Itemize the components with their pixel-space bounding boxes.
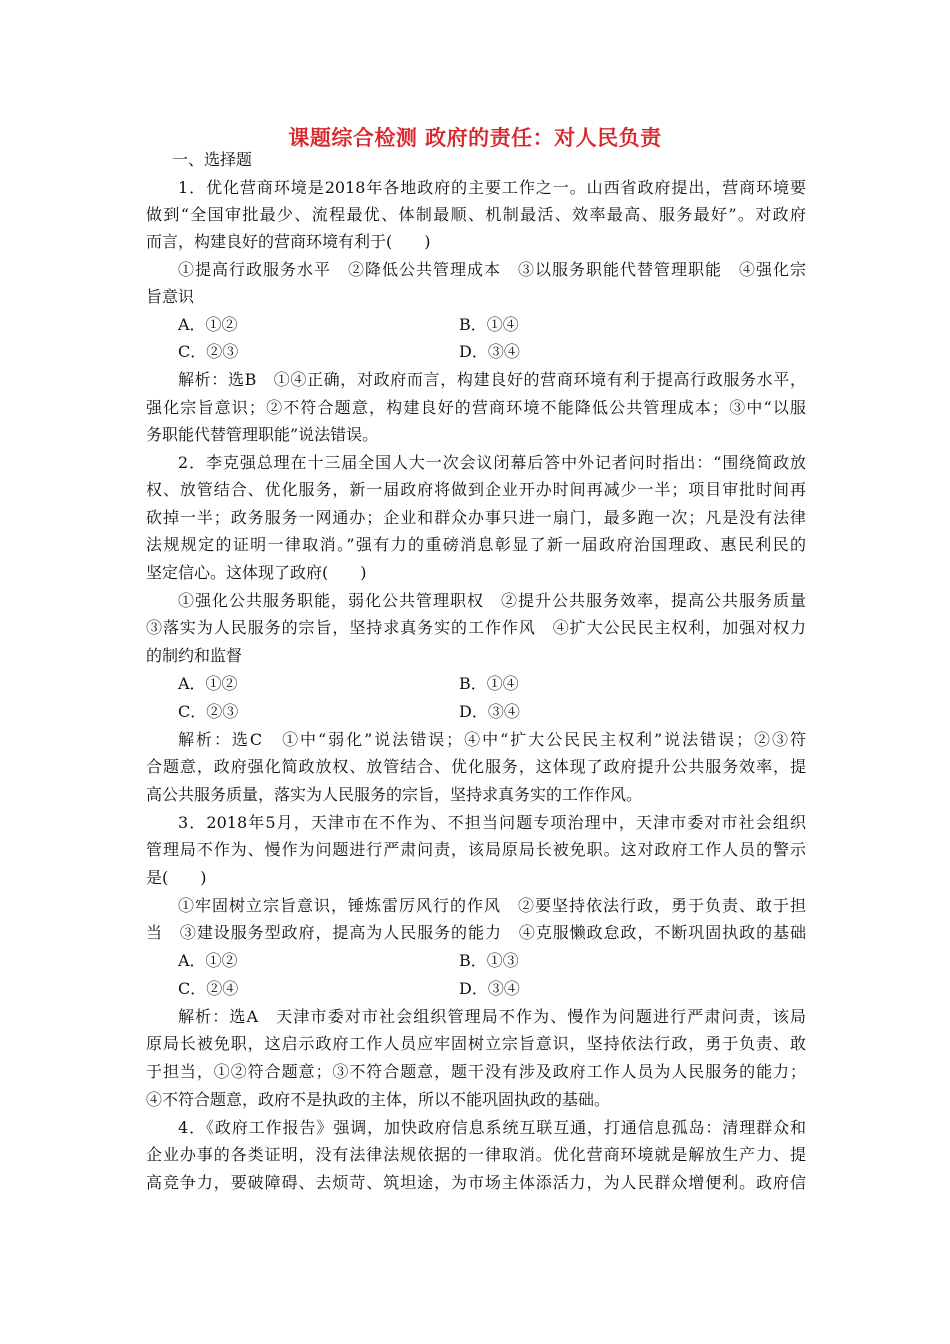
q3-option-d: D．③④ — [459, 979, 520, 998]
q2-stem-line: 坚定信心。这体现了政府( ) — [146, 563, 367, 582]
q2-analysis-line: 合题意，政府强化简政放权、放管结合、优化服务，这体现了政府提升公共服务效率，提 — [146, 757, 806, 776]
q3-analysis-line: 于担当，①②符合题意；③不符合题意，题干没有涉及政府工作人员为人民服务的能力； — [146, 1062, 806, 1081]
q2-stem-line: 2．李克强总理在十三届全国人大一次会议闭幕后答中外记者问时指出：“围绕简政放 — [178, 453, 806, 472]
q3-option-a: A．①② — [178, 951, 238, 970]
q1-analysis-line: 强化宗旨意识；②不符合题意，构建良好的营商环境不能降低公共管理成本；③中“以服 — [146, 398, 806, 417]
q3-option-b: B．①③ — [459, 951, 519, 970]
q1-analysis-line: 务职能代替管理职能”说法错误。 — [146, 425, 379, 444]
q2-option-a: A．①② — [178, 674, 238, 693]
q4-stem-line: 企业办事的各类证明，没有法律法规依据的一律取消。优化营商环境就是解放生产力、提 — [146, 1145, 806, 1164]
q2-option-c: C．②③ — [178, 702, 239, 721]
q2-stem-line: 法规规定的证明一律取消。”强有力的重磅消息彰显了新一届政府治国理政、惠民利民的 — [146, 535, 806, 554]
q2-option-b: B．①④ — [459, 674, 519, 693]
q1-stem-line: 1．优化营商环境是2018年各地政府的主要工作之一。山西省政府提出，营商环境要 — [178, 178, 806, 197]
q3-option-c: C．②④ — [178, 979, 239, 998]
q3-analysis-line: 原局长被免职，这启示政府工作人员应牢固树立宗旨意识，坚持依法行政，勇于负责、敢 — [146, 1034, 806, 1053]
q2-items-line: ①强化公共服务职能，弱化公共管理职权 ②提升公共服务效率，提高公共服务质量 — [178, 591, 806, 610]
section-heading: 一、选择题 — [172, 150, 253, 169]
q2-analysis-line: 解析：选C ①中“弱化”说法错误；④中“扩大公民民主权利”说法错误；②③符 — [178, 730, 806, 749]
q3-analysis-line: ④不符合题意，政府不是执政的主体，所以不能巩固执政的基础。 — [146, 1090, 611, 1109]
q2-stem-line: 砍掉一半；政务服务一网通办；企业和群众办事只进一扇门，最多跑一次；凡是没有法律 — [146, 508, 806, 527]
q3-items-line: ①牢固树立宗旨意识，锤炼雷厉风行的作风 ②要坚持依法行政，勇于负责、敢于担 — [178, 896, 806, 915]
q1-option-b: B．①④ — [459, 315, 519, 334]
q1-option-d: D．③④ — [459, 342, 520, 361]
q2-items-line: ③落实为人民服务的宗旨，坚持求真务实的工作作风 ④扩大公民民主权利，加强对权力 — [146, 618, 806, 637]
q2-option-d: D．③④ — [459, 702, 520, 721]
q3-analysis-line: 解析：选A 天津市委对市社会组织管理局不作为、慢作为问题进行严肃问责，该局 — [178, 1007, 806, 1026]
q3-stem-line: 管理局不作为、慢作为问题进行严肃问责，该局原局长被免职。这对政府工作人员的警示 — [146, 840, 806, 859]
page-title: 课题综合检测 政府的责任：对人民负责 — [288, 126, 662, 150]
q1-analysis-line: 解析：选B ①④正确，对政府而言，构建良好的营商环境有利于提高行政服务水平， — [178, 370, 806, 389]
q1-option-a: A．①② — [178, 315, 238, 334]
q4-stem-line: 高竞争力，要破障碍、去烦苛、筑坦途，为市场主体添活力，为人民群众增便利。政府信 — [146, 1173, 806, 1192]
q2-analysis-line: 高公共服务质量，落实为人民服务的宗旨，坚持求真务实的工作作风。 — [146, 785, 643, 804]
q4-stem-line: 4．《政府工作报告》强调，加快政府信息系统互联互通，打通信息孤岛：清理群众和 — [178, 1118, 806, 1137]
q1-option-c: C．②③ — [178, 342, 239, 361]
q3-stem-line: 3．2018年5月，天津市在不作为、不担当问题专项治理中，天津市委对市社会组织 — [178, 813, 806, 832]
q2-stem-line: 权、放管结合、优化服务，新一届政府将做到企业开办时间再减少一半；项目审批时间再 — [146, 480, 806, 499]
q3-stem-line: 是( ) — [146, 868, 207, 887]
q1-stem-line: 做到“全国审批最少、流程最优、体制最顺、机制最活、效率最高、服务最好”。对政府 — [146, 205, 806, 224]
q1-items-line: ①提高行政服务水平 ②降低公共管理成本 ③以服务职能代替管理职能 ④强化宗 — [178, 260, 806, 279]
q3-items-line: 当 ③建设服务型政府，提高为人民服务的能力 ④克服懒政怠政，不断巩固执政的基础 — [146, 923, 806, 942]
q1-stem-line: 而言，构建良好的营商环境有利于( ) — [146, 232, 431, 251]
q2-items-line: 的制约和监督 — [146, 646, 243, 665]
q1-items-line: 旨意识 — [146, 287, 195, 306]
